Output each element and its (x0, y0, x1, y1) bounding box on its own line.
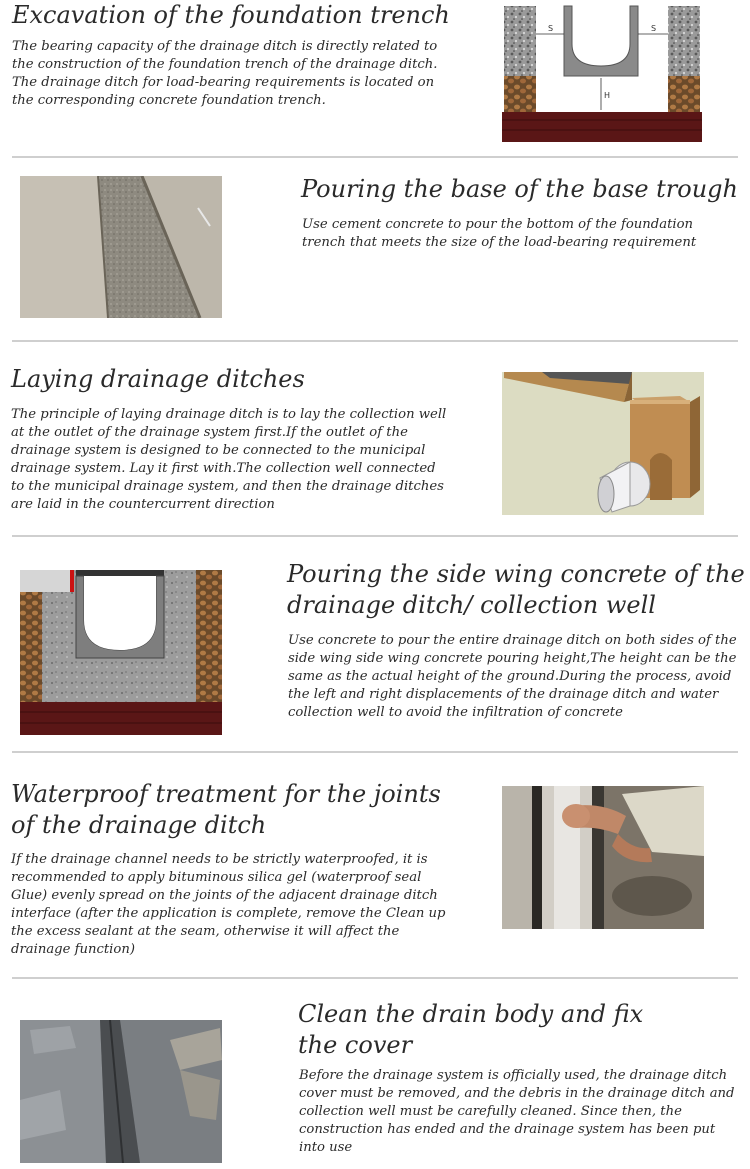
section-body: Use concrete to pour the entire drainage ditch on both sides of the side wing side wing concrete pouring height,The height can be the same as the actual height of the ground.During the process, avoid the left and right displacements of the drainage ditch and water collection well to avoid the infiltration of concrete (288, 633, 737, 720)
collection-well-render (502, 372, 704, 515)
section-title: Laying drainage ditches (11, 365, 305, 393)
section-base-pour (0, 158, 750, 342)
section-body: If the drainage channel needs to be strictly waterproofed, it is recommended to apply bituminous silica gel (waterproof seal Glue) evenly spread on the joints of the adjacent drainage ditch interface (after the application is complete, remove the Clean up the excess sealant at the seam, otherwise it will affect the drainage function) (11, 852, 446, 957)
section-title: Clean the drain body and fix (298, 1000, 644, 1028)
section-body: The bearing capacity of the drainage ditch is directly related to the construction of the foundation trench of the drainage ditch. The drainage ditch for load-bearing requirements is located on the corresponding concrete foundation trench. (12, 39, 438, 108)
height-label: H (604, 91, 611, 100)
sealing-joint-photo (502, 786, 704, 929)
section-body: Use cement concrete to pour the bottom of the foundation trench that meets the size of the load-bearing requirement (302, 217, 697, 250)
section-body: Before the drainage system is officially used, the drainage ditch cover must be removed, and the debris in the drainage ditch and collection well must be carefully cleaned. Since then, the construction has ended and the drainage system has been put into use (299, 1068, 735, 1155)
section-laying (0, 342, 750, 536)
section-clean-cover (0, 979, 750, 1169)
section-body: The principle of laying drainage ditch is to lay the collection well at the outlet of the drainage system first.If the outlet of the drainage system is designed to be connected to the municipal drainage system. Lay it first with.The collection well connected to the municipal drainage system, and then the drainage ditches are laid in the countercurrent direction (11, 407, 447, 512)
section-title: Pouring the side wing concrete of the (287, 560, 745, 588)
section-side-wing (0, 537, 750, 753)
concrete-trench-photo (20, 176, 222, 318)
side-wing-diagram (20, 570, 222, 735)
section-title: Excavation of the foundation trench (12, 1, 450, 29)
installed-drain-photo (20, 1020, 222, 1163)
section-title: Waterproof treatment for the joints (11, 780, 441, 808)
trench-diagram (502, 4, 702, 142)
section-waterproof (0, 753, 750, 979)
section-title-continued: the cover (298, 1031, 413, 1059)
section-title-continued: of the drainage ditch (11, 811, 267, 839)
width-label: S (548, 24, 554, 33)
section-title-continued: drainage ditch/ collection well (287, 591, 656, 619)
width-label: S (651, 24, 657, 33)
section-excavation (0, 0, 750, 158)
section-title: Pouring the base of the base trough (301, 175, 738, 203)
